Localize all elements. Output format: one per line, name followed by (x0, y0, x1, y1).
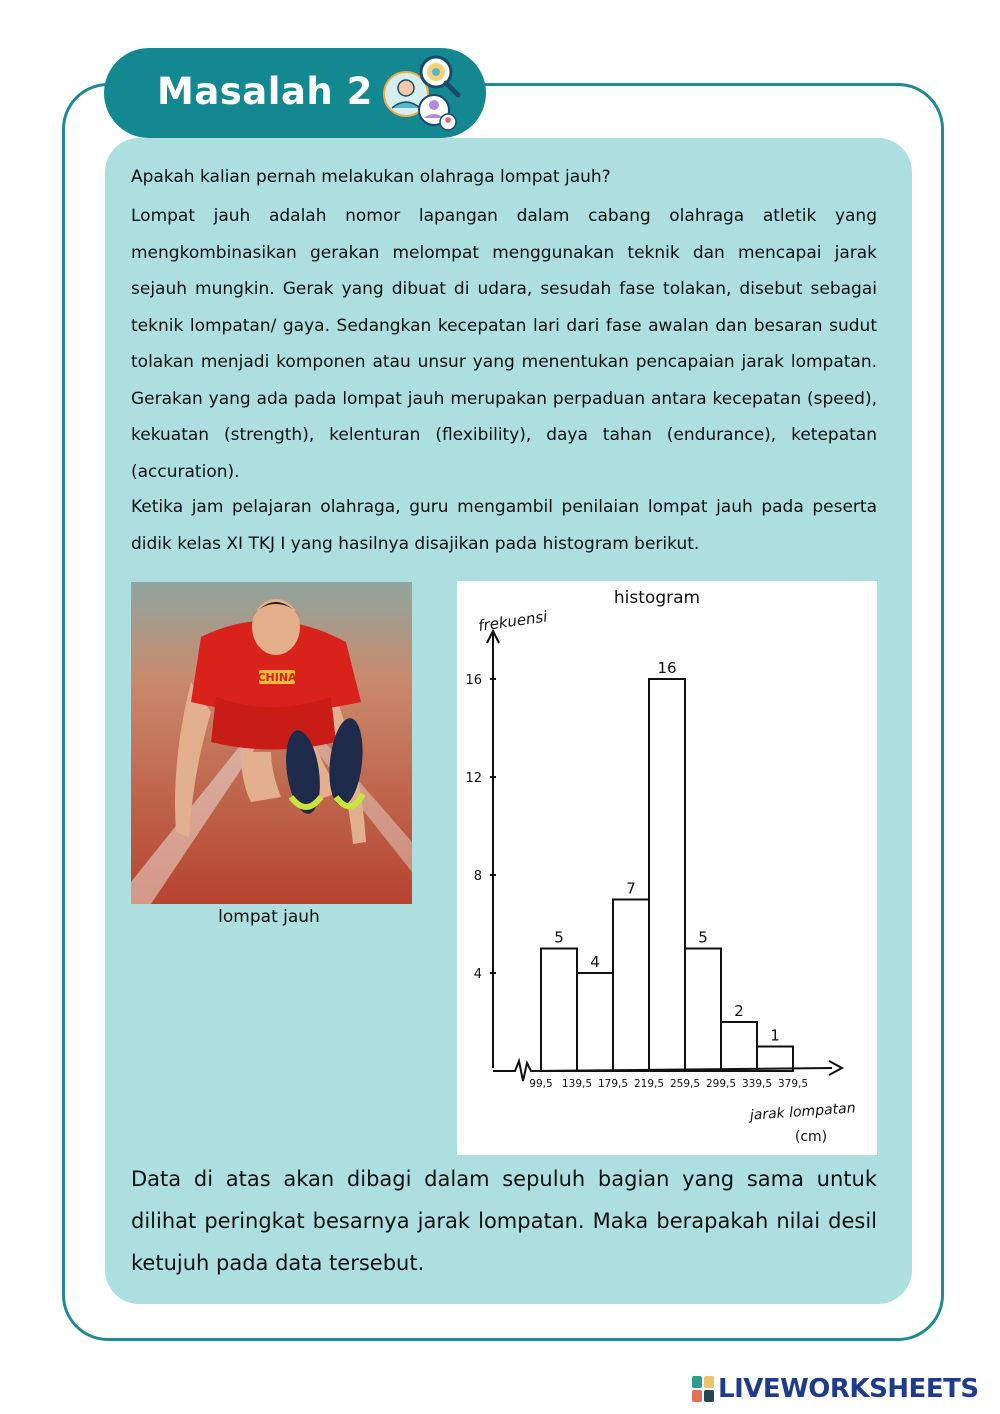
photo-caption: lompat jauh (218, 907, 320, 927)
bar-value-label: 7 (626, 879, 636, 898)
context-paragraph: Ketika jam pelajaran olahraga, guru mengambil penilaian lompat jauh pada peserta didik kelas XI TKJ I yang hasilnya disajikan pada histogram berikut. (131, 497, 877, 554)
page-title: Masalah 2 (157, 70, 373, 113)
histogram-bar (541, 949, 577, 1072)
final-question: Data di atas akan dibagi dalam sepuluh bagian yang sama untuk dilihat peringkat besarnya jarak lompatan. Maka berapakah nilai desil ketujuh pada data tersebut. (131, 1167, 877, 1275)
histogram-bar (649, 679, 685, 1071)
y-tick-label: 8 (473, 869, 482, 884)
brand-text: LIVEWORKSHEETS (718, 1374, 979, 1404)
boundary-label: 219,5 (633, 1078, 665, 1090)
histogram-bar (613, 900, 649, 1072)
liveworksheets-logo-icon (692, 1376, 714, 1402)
bar-value-label: 1 (770, 1026, 780, 1045)
x-axis-unit: (cm) (794, 1129, 828, 1145)
x-axis-label: jarak lompatan (749, 1100, 857, 1124)
long-jump-photo (131, 582, 412, 904)
bar-value-label: 16 (657, 659, 677, 677)
boundary-label: 379,5 (777, 1078, 809, 1090)
y-tick-label: 12 (465, 771, 482, 786)
histogram-bar (577, 973, 613, 1071)
y-axis-label: frekuensi (477, 607, 549, 635)
boundary-label: 259,5 (669, 1078, 701, 1090)
bar-value-label: 5 (554, 928, 564, 947)
y-tick-label: 16 (465, 673, 482, 688)
people-search-icon (376, 50, 468, 136)
histogram-chart (457, 581, 877, 1155)
brand-footer (692, 1372, 992, 1406)
histogram-bar (685, 949, 721, 1072)
boundary-label: 179,5 (597, 1078, 629, 1090)
bar-value-label: 4 (590, 953, 600, 971)
boundary-label: 299,5 (705, 1078, 737, 1090)
jersey-text: CHINA (257, 671, 297, 684)
histogram-bar (757, 1047, 793, 1072)
intro-question: Apakah kalian pernah melakukan olahraga lompat jauh? (131, 167, 611, 187)
chart-title: histogram (613, 588, 701, 608)
bar-value-label: 2 (734, 1002, 744, 1020)
intro-paragraph: Lompat jauh adalah nomor lapangan dalam cabang olahraga atletik yang mengkombinasikan gerakan melompat menggunakan teknik dan mencapai jarak sejauh mungkin. Gerak yang dibuat di udara, sesudah fase tolakan, disebut sebagai teknik lompatan/ gaya. Sedangkan kecepatan lari dari fase awalan dan besaran sudut tolakan menjadi komponen atau unsur yang menentukan pencapaian jarak lompatan. Gerakan yang ada pada lompat jauh merupakan perpaduan antara kecepatan (speed), kekuatan (strength), kelenturan (flexibility), daya tahan (endurance), ketepatan (accuration). (131, 206, 877, 482)
boundary-label: 139,5 (561, 1078, 593, 1090)
bar-value-label: 5 (698, 928, 708, 947)
histogram-bar (721, 1022, 757, 1071)
boundary-label: 99,5 (529, 1078, 553, 1090)
boundary-label: 339,5 (741, 1078, 773, 1090)
y-tick-label: 4 (473, 967, 482, 982)
